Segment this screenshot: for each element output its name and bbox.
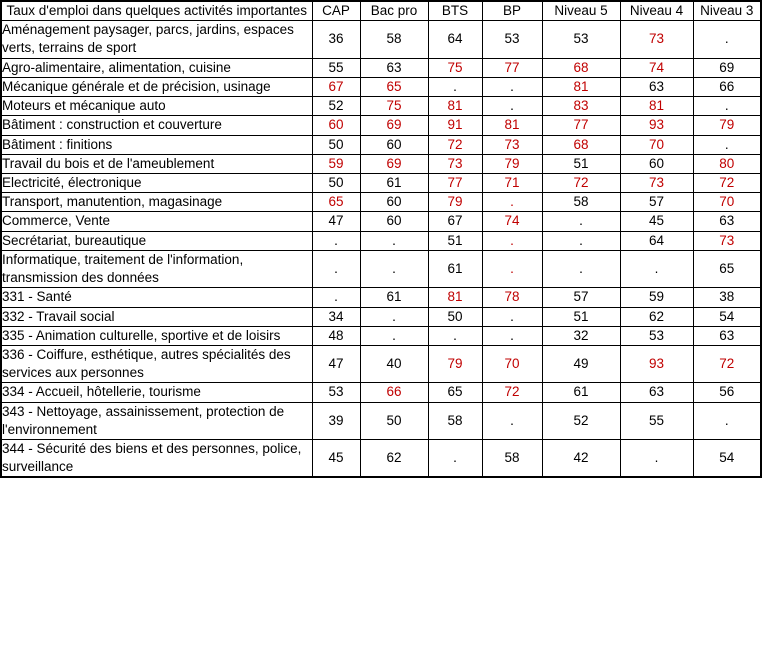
data-cell: 48 [312,326,360,345]
data-cell: 93 [620,345,693,382]
table-row [1,345,761,382]
data-cell: 81 [620,97,693,116]
data-cell: 47 [312,345,360,382]
data-cell: 66 [693,77,761,96]
data-cell: 70 [693,193,761,212]
data-cell: . [360,326,428,345]
table-row [1,97,761,116]
row-label: 331 - Santé [1,288,312,307]
data-cell: 62 [360,440,428,478]
data-cell: 60 [620,154,693,173]
data-cell: 38 [693,288,761,307]
row-label: Informatique, traitement de l'information, transmission des données [1,250,312,287]
data-cell: . [693,97,761,116]
table-row [1,288,761,307]
data-cell: 45 [312,440,360,478]
data-cell: 75 [428,58,482,77]
data-cell: 59 [620,288,693,307]
data-cell: . [482,402,542,439]
data-cell: . [482,193,542,212]
data-cell: 61 [428,250,482,287]
data-cell: 79 [428,345,482,382]
data-cell: 53 [482,21,542,58]
data-cell: . [620,440,693,478]
row-label: 334 - Accueil, hôtellerie, tourisme [1,383,312,402]
data-cell: 73 [482,135,542,154]
table-row [1,58,761,77]
data-cell: 58 [360,21,428,58]
data-cell: 56 [693,383,761,402]
table-row [1,307,761,326]
data-cell: 79 [693,116,761,135]
data-cell: . [428,440,482,478]
data-cell: 74 [620,58,693,77]
table-row [1,135,761,154]
data-cell: . [620,250,693,287]
data-cell: 77 [482,58,542,77]
data-cell: 63 [693,326,761,345]
data-cell: . [482,77,542,96]
data-cell: 72 [482,383,542,402]
data-cell: 32 [542,326,620,345]
data-cell: 53 [620,326,693,345]
data-cell: 81 [428,288,482,307]
data-cell: 57 [542,288,620,307]
data-cell: 69 [360,154,428,173]
data-cell: 65 [428,383,482,402]
table-row [1,173,761,192]
header-row [1,1,761,21]
row-label: 335 - Animation culturelle, sportive et de loisirs [1,326,312,345]
data-cell: 72 [693,345,761,382]
data-cell: . [482,307,542,326]
data-cell: 45 [620,212,693,231]
data-cell: 36 [312,21,360,58]
data-cell: 51 [542,307,620,326]
data-cell: 79 [428,193,482,212]
data-cell: . [482,97,542,116]
data-cell: 42 [542,440,620,478]
data-cell: . [360,250,428,287]
data-cell: 68 [542,135,620,154]
data-cell: 72 [428,135,482,154]
data-cell: . [542,231,620,250]
data-cell: 65 [360,77,428,96]
data-cell: 51 [428,231,482,250]
data-cell: . [693,135,761,154]
data-cell: 69 [360,116,428,135]
row-label: Commerce, Vente [1,212,312,231]
data-cell: 54 [693,440,761,478]
column-header-bp: BP [482,1,542,21]
data-cell: . [428,77,482,96]
row-label: Mécanique générale et de précision, usinage [1,77,312,96]
data-cell: 51 [542,154,620,173]
data-cell: 78 [482,288,542,307]
data-cell: 73 [620,21,693,58]
data-cell: 80 [693,154,761,173]
data-cell: . [542,250,620,287]
data-cell: 55 [620,402,693,439]
data-cell: 65 [693,250,761,287]
table-row [1,77,761,96]
data-cell: . [312,250,360,287]
table-header [1,1,761,21]
data-cell: 67 [312,77,360,96]
data-cell: 58 [428,402,482,439]
table-row [1,116,761,135]
data-cell: 60 [312,116,360,135]
data-cell: 50 [428,307,482,326]
data-cell: 59 [312,154,360,173]
table-row [1,21,761,58]
table-body [1,21,761,478]
data-cell: 73 [428,154,482,173]
data-cell: 54 [693,307,761,326]
data-cell: 60 [360,135,428,154]
data-cell: 52 [312,97,360,116]
data-cell: 67 [428,212,482,231]
data-cell: . [693,21,761,58]
data-cell: 50 [312,135,360,154]
data-cell: 70 [482,345,542,382]
data-cell: 65 [312,193,360,212]
data-cell: . [482,231,542,250]
data-cell: 53 [312,383,360,402]
data-cell: 81 [482,116,542,135]
data-cell: 81 [428,97,482,116]
data-cell: 50 [312,173,360,192]
data-cell: 63 [360,58,428,77]
row-label: Aménagement paysager, parcs, jardins, espaces verts, terrains de sport [1,21,312,58]
data-cell: 61 [360,288,428,307]
table-title: Taux d'emploi dans quelques activités importantes [1,1,312,21]
data-cell: 40 [360,345,428,382]
row-label: Moteurs et mécanique auto [1,97,312,116]
row-label: Bâtiment : construction et couverture [1,116,312,135]
data-cell: . [312,231,360,250]
data-cell: 57 [620,193,693,212]
data-cell: 53 [542,21,620,58]
data-cell: 83 [542,97,620,116]
column-header-bac-pro: Bac pro [360,1,428,21]
data-cell: 77 [542,116,620,135]
row-label: 344 - Sécurité des biens et des personnes, police, surveillance [1,440,312,478]
row-label: Travail du bois et de l'ameublement [1,154,312,173]
data-cell: . [360,231,428,250]
table-row [1,326,761,345]
data-cell: 66 [360,383,428,402]
data-cell: 75 [360,97,428,116]
data-cell: 91 [428,116,482,135]
data-cell: 63 [620,383,693,402]
data-cell: . [693,402,761,439]
table-row [1,440,761,478]
data-cell: 61 [360,173,428,192]
data-cell: 52 [542,402,620,439]
table-row [1,231,761,250]
data-cell: 74 [482,212,542,231]
data-cell: . [360,307,428,326]
data-cell: 69 [693,58,761,77]
data-cell: . [482,250,542,287]
table-row [1,383,761,402]
column-header-niveau-5: Niveau 5 [542,1,620,21]
data-cell: 73 [693,231,761,250]
table-row [1,154,761,173]
data-cell: 47 [312,212,360,231]
table-row [1,193,761,212]
data-cell: 58 [542,193,620,212]
data-cell: 49 [542,345,620,382]
data-cell: 72 [542,173,620,192]
column-header-niveau-3: Niveau 3 [693,1,761,21]
data-cell: 72 [693,173,761,192]
data-cell: 34 [312,307,360,326]
data-cell: 71 [482,173,542,192]
data-cell: 81 [542,77,620,96]
column-header-niveau-4: Niveau 4 [620,1,693,21]
data-cell: 64 [428,21,482,58]
data-cell: . [428,326,482,345]
data-cell: 55 [312,58,360,77]
data-cell: . [482,326,542,345]
data-cell: 63 [620,77,693,96]
data-cell: 60 [360,212,428,231]
row-label: Transport, manutention, magasinage [1,193,312,212]
data-cell: 39 [312,402,360,439]
data-cell: 64 [620,231,693,250]
row-label: 343 - Nettoyage, assainissement, protection de l'environnement [1,402,312,439]
table-row [1,402,761,439]
row-label: Bâtiment : finitions [1,135,312,154]
data-cell: 93 [620,116,693,135]
column-header-cap: CAP [312,1,360,21]
data-cell: 79 [482,154,542,173]
row-label: 332 - Travail social [1,307,312,326]
row-label: Agro-alimentaire, alimentation, cuisine [1,58,312,77]
table-row [1,250,761,287]
data-cell: 61 [542,383,620,402]
row-label: 336 - Coiffure, esthétique, autres spécialités des services aux personnes [1,345,312,382]
data-cell: 60 [360,193,428,212]
data-cell: 73 [620,173,693,192]
row-label: Electricité, électronique [1,173,312,192]
row-label: Secrétariat, bureautique [1,231,312,250]
data-cell: 58 [482,440,542,478]
data-cell: 62 [620,307,693,326]
data-cell: . [312,288,360,307]
data-cell: 63 [693,212,761,231]
data-cell: 70 [620,135,693,154]
data-cell: 68 [542,58,620,77]
column-header-bts: BTS [428,1,482,21]
data-cell: 77 [428,173,482,192]
data-cell: 50 [360,402,428,439]
table-row [1,212,761,231]
data-cell: . [542,212,620,231]
